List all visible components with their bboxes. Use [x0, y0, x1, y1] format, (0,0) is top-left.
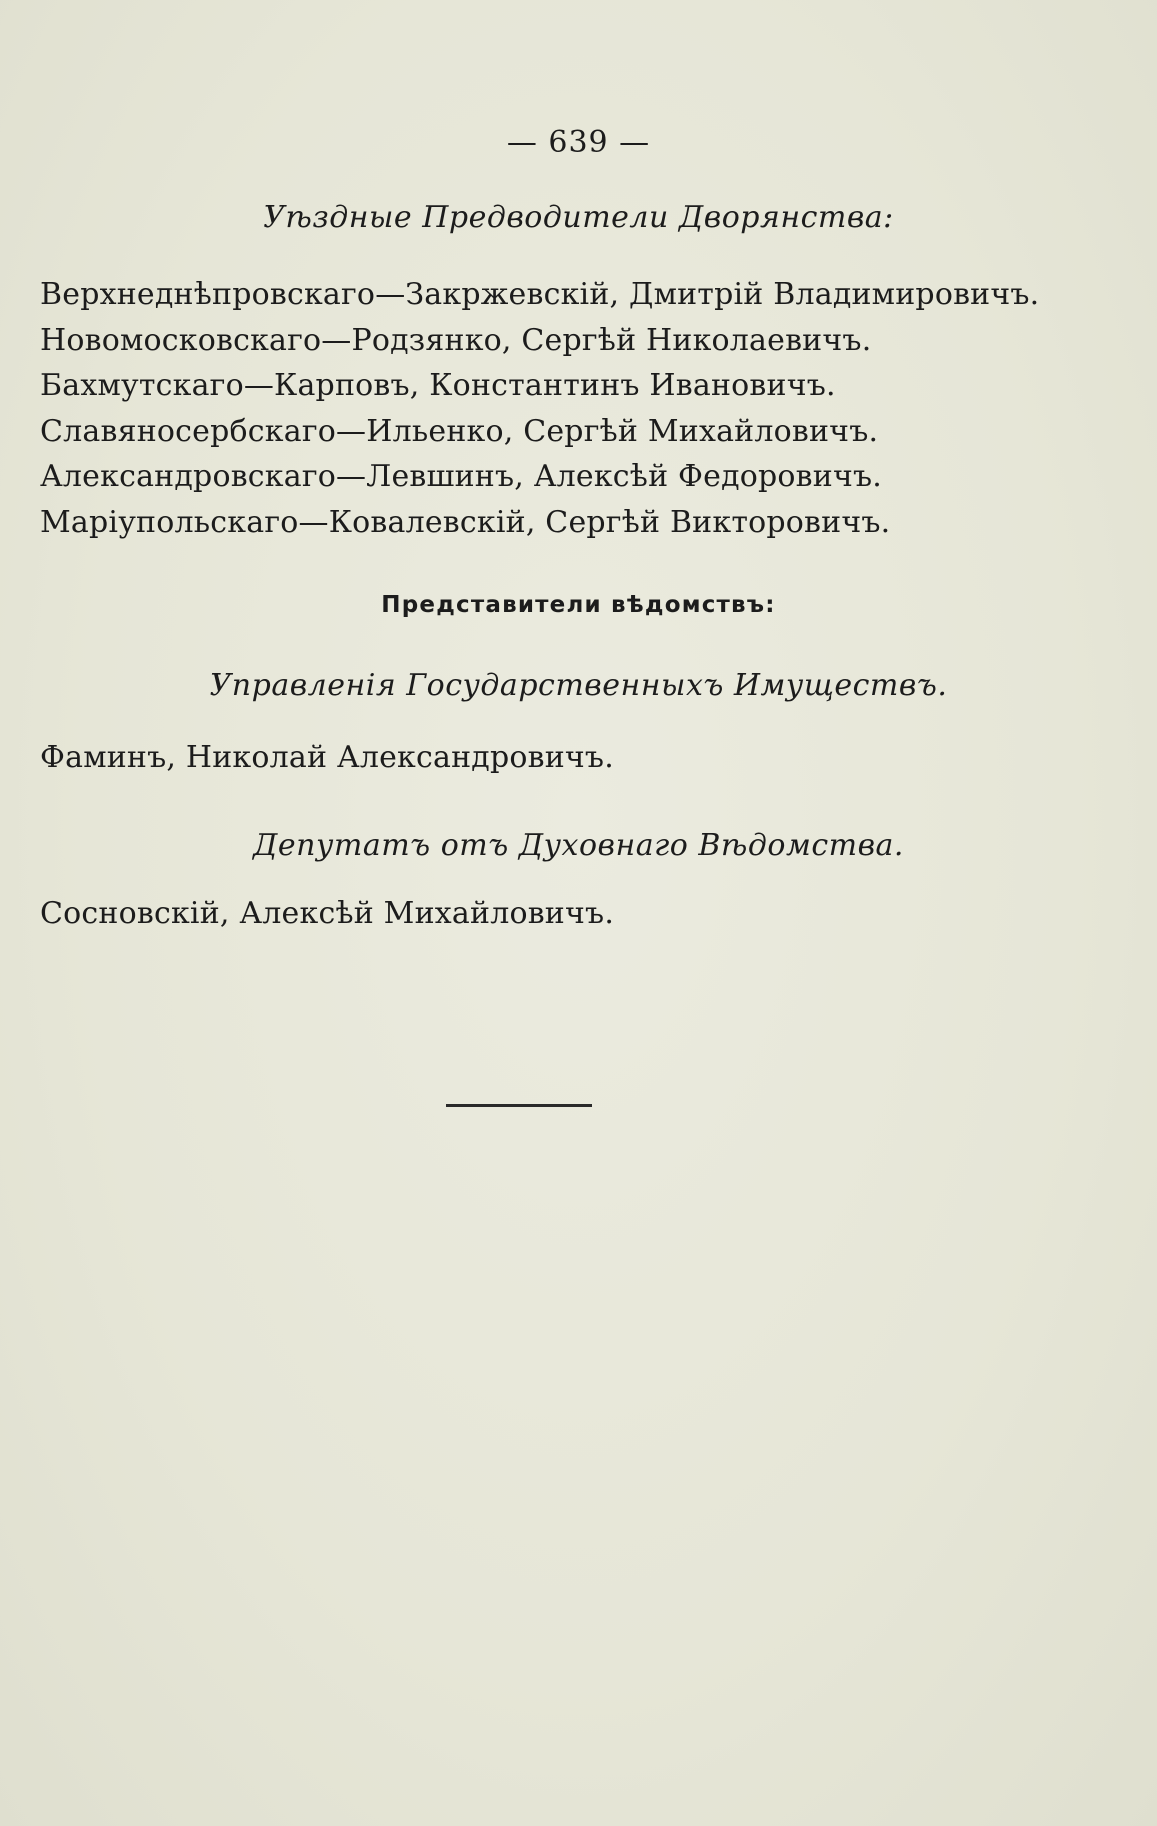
list-item: Новомосковскаго—Родзянко, Сергѣй Николаевичъ. [40, 322, 872, 358]
page-number: — 639 — [506, 125, 651, 160]
heading-predstaviteli-vedomstv: Представители вѣдомствъ: [381, 592, 776, 618]
list-item: Славяносербскаго—Ильенко, Сергѣй Михайловичъ. [40, 413, 879, 449]
upravlenie-person: Фаминъ, Николай Александровичъ. [40, 740, 614, 775]
list-item: Верхнеднѣпровскаго—Закржевскій, Дмитрій Владимировичъ. [40, 277, 1040, 312]
list-item: Бахмутскаго—Карповъ, Константинъ Ивановичъ. [40, 368, 836, 403]
end-divider-rule [446, 1104, 592, 1107]
heading-uezd-predvoditeli: Уѣздные Предводители Дворянства: [263, 200, 894, 235]
list-item: Маріупольскаго—Ковалевскій, Сергѣй Викторовичъ. [40, 504, 891, 540]
heading-deputat-dukhovnogo-vedomstva: Депутатъ отъ Духовнаго Вѣдомства. [253, 828, 904, 863]
deputat-person: Сосновскій, Алексѣй Михайловичъ. [40, 896, 615, 931]
heading-upravlenie-imushchestv: Управленія Государственныхъ Имуществъ. [209, 668, 948, 703]
uezd-entries-list [40, 272, 1130, 545]
list-item: Александровскаго—Левшинъ, Алексѣй Федоровичъ. [40, 459, 883, 494]
